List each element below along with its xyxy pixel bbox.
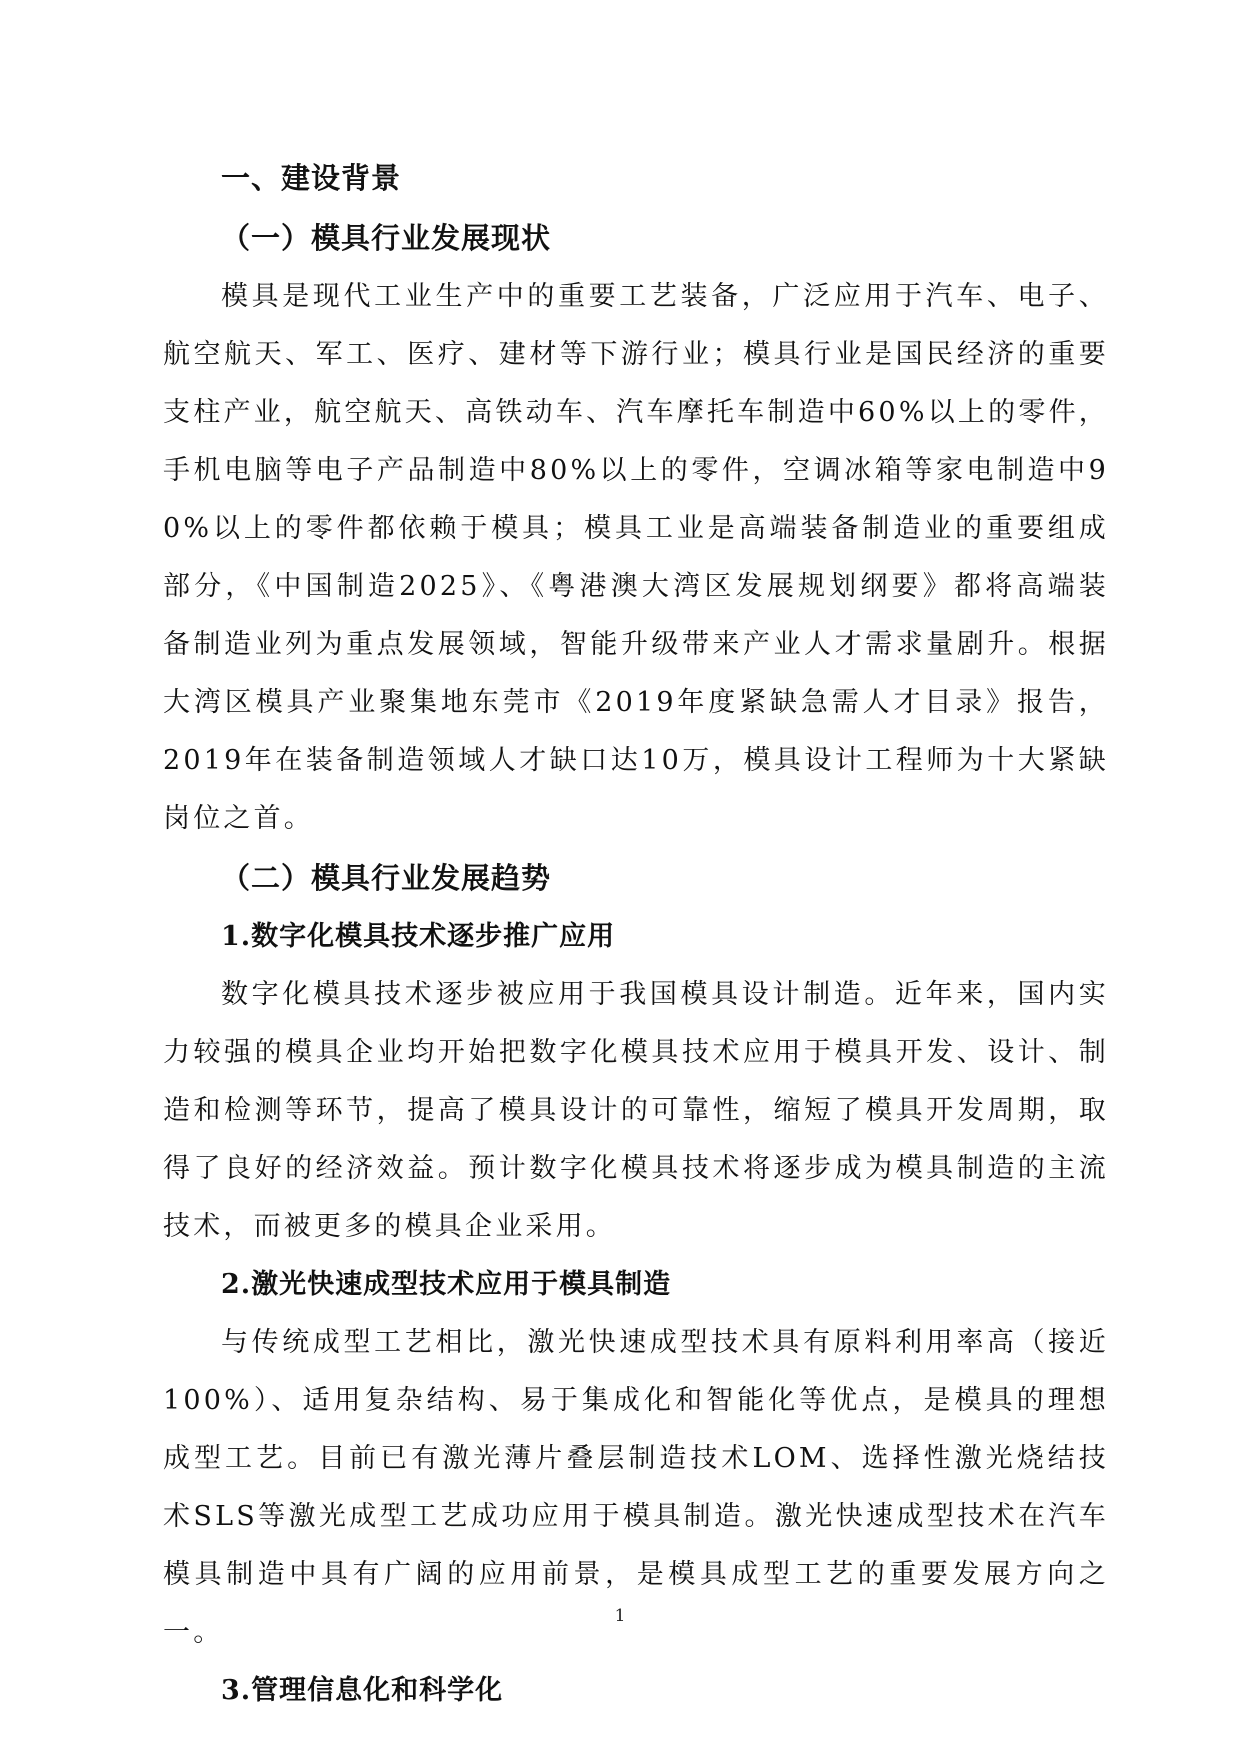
paragraph-laser-forming: 与传统成型工艺相比，激光快速成型技术具有原料利用率高（接近100%）、适用复杂结构、易于集成化和智能化等优点，是模具的理想成型工艺。目前已有激光薄片叠层制造技术LOM、选择性激光烧结技术SLS等激光成型工艺成功应用于模具制造。激光快速成型技术在汽车模具制造中具有广阔的应用前景，是模具成型工艺的重要发展方向之一。 <box>163 1327 1109 1648</box>
item-title-1: 1.数字化模具技术逐步推广应用 <box>221 921 616 952</box>
document-body <box>163 148 1109 1720</box>
page-number: 1 <box>614 1606 626 1626</box>
section-heading: 一、建设背景 <box>221 161 402 195</box>
paragraph-industry-status: 模具是现代工业生产中的重要工艺装备，广泛应用于汽车、电子、航空航天、军工、医疗、建材等下游行业；模具行业是国民经济的重要支柱产业，航空航天、高铁动车、汽车摩托车制造中60%以上的零件，手机电脑等电子产品制造中80%以上的零件，空调冰箱等家电制造中90%以上的零件都依赖于模具；模具工业是高端装备制造业的重要组成部分，《中国制造2025》、《粤港澳大湾区发展规划纲要》都将高端装备制造业列为重点发展领域，智能升级带来产业人才需求量剧升。根据大湾区模具产业聚集地东莞市《2019年度紧缺急需人才目录》报告，2019年在装备制造领域人才缺口达10万，模具设计工程师为十大紧缺岗位之首。 <box>163 281 1109 834</box>
item-title-2: 2.激光快速成型技术应用于模具制造 <box>221 1269 672 1300</box>
subsection-heading-2: （二）模具行业发展趋势 <box>221 861 552 895</box>
item-title-3: 3.管理信息化和科学化 <box>221 1675 504 1706</box>
subsection-heading-1: （一）模具行业发展现状 <box>221 221 552 255</box>
paragraph-digital-mold: 数字化模具技术逐步被应用于我国模具设计制造。近年来，国内实力较强的模具企业均开始把数字化模具技术应用于模具开发、设计、制造和检测等环节，提高了模具设计的可靠性，缩短了模具开发周期，取得了良好的经济效益。预计数字化模具技术将逐步成为模具制造的主流技术，而被更多的模具企业采用。 <box>163 979 1109 1242</box>
